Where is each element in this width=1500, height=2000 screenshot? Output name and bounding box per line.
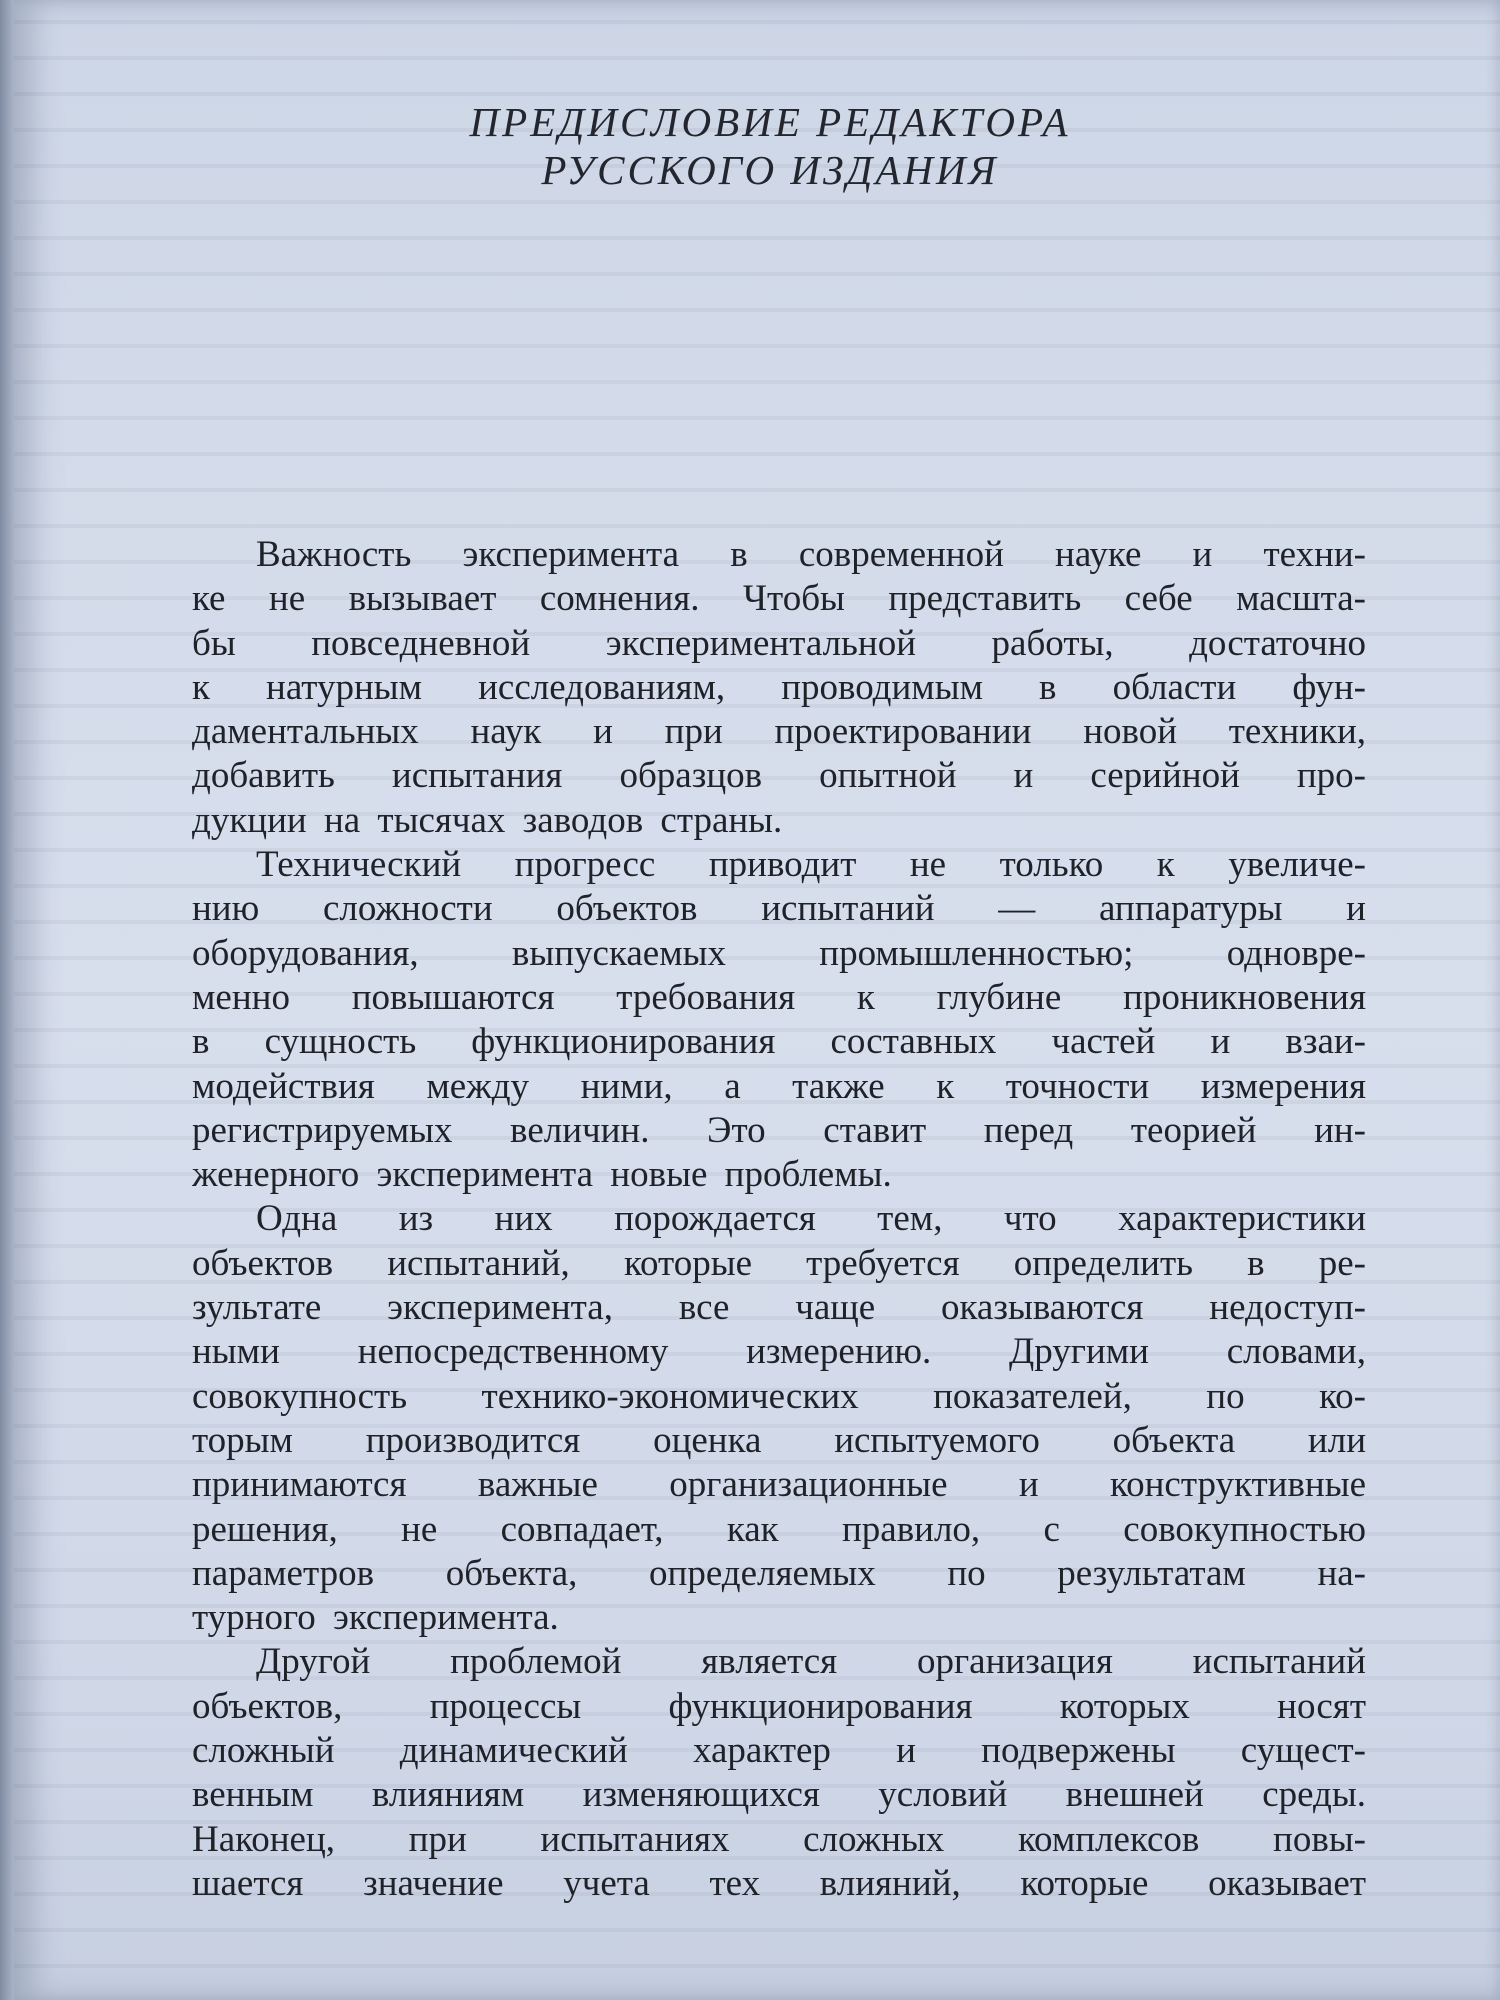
- text-line: сложный динамический характер и подвержены сущест-: [192, 1730, 1366, 1772]
- text-line: в сущность функционирования составных частей и взаи-: [192, 1021, 1366, 1063]
- text-line: добавить испытания образцов опытной и серийной про-: [192, 755, 1366, 797]
- book-gutter: [0, 0, 14, 2000]
- page-title: [0, 98, 1500, 194]
- text-line: торым производится оценка испытуемого объекта или: [192, 1419, 1366, 1461]
- text-line: венным влияниям изменяющихся условий внешней среды.: [192, 1774, 1366, 1816]
- text-line: Другой проблемой является организация испытаний: [256, 1641, 1366, 1683]
- text-line: шается значение учета тех влияний, которые оказывает: [192, 1862, 1366, 1904]
- text-line: принимаются важные организационные и конструктивные: [192, 1464, 1366, 1506]
- text-line: бы повседневной экспериментальной работы, достаточно: [192, 622, 1366, 664]
- title-line-2: РУССКОГО ИЗДАНИЯ: [541, 147, 999, 193]
- text-line: к натурным исследованиям, проводимым в области фун-: [192, 666, 1366, 708]
- text-line: объектов, процессы функционирования которых носят: [192, 1685, 1366, 1727]
- text-line: параметров объекта, определяемых по результатам на-: [192, 1552, 1366, 1594]
- paragraph: [192, 843, 1366, 1197]
- text-line: ными непосредственному измерению. Другими словами,: [192, 1331, 1366, 1373]
- text-line: регистрируемых величин. Это ставит перед теорией ин-: [192, 1109, 1366, 1151]
- text-line: Наконец, при испытаниях сложных комплексов повы-: [192, 1818, 1366, 1860]
- text-line: нию сложности объектов испытаний — аппаратуры и: [192, 888, 1366, 930]
- text-line: модействия между ними, а также к точности измерения: [192, 1065, 1366, 1107]
- text-line: женерного эксперимента новые проблемы.: [192, 1154, 892, 1196]
- text-line: решения, не совпадает, как правило, с совокупностью: [192, 1508, 1366, 1550]
- text-line: Важность эксперимента в современной науке и техни-: [256, 534, 1366, 575]
- text-line: зультате эксперимента, все чаще оказываются недоступ-: [192, 1287, 1366, 1329]
- body-text: [192, 533, 1366, 1906]
- paragraph: [192, 1640, 1366, 1906]
- text-line: совокупность технико-экономических показателей, по ко-: [192, 1375, 1366, 1417]
- text-line: ке не вызывает сомнения. Чтобы представить себе масшта-: [192, 578, 1366, 620]
- text-line: Технический прогресс приводит не только к увеличе-: [256, 844, 1366, 886]
- text-line: даментальных наук и при проектировании новой техники,: [192, 711, 1366, 753]
- text-line: дукции на тысячах заводов страны.: [192, 799, 783, 841]
- title-line-1: ПРЕДИСЛОВИЕ РЕДАКТОРА: [469, 99, 1071, 145]
- text-line: менно повышаются требования к глубине проникновения: [192, 976, 1366, 1018]
- text-line: турного эксперимента.: [192, 1597, 559, 1639]
- paragraph: [192, 1197, 1366, 1640]
- text-line: объектов испытаний, которые требуется определить в ре-: [192, 1242, 1366, 1284]
- text-line: оборудования, выпускаемых промышленностью; одновре-: [192, 932, 1366, 974]
- paragraph: [192, 533, 1366, 843]
- text-line: Одна из них порождается тем, что характеристики: [256, 1198, 1366, 1240]
